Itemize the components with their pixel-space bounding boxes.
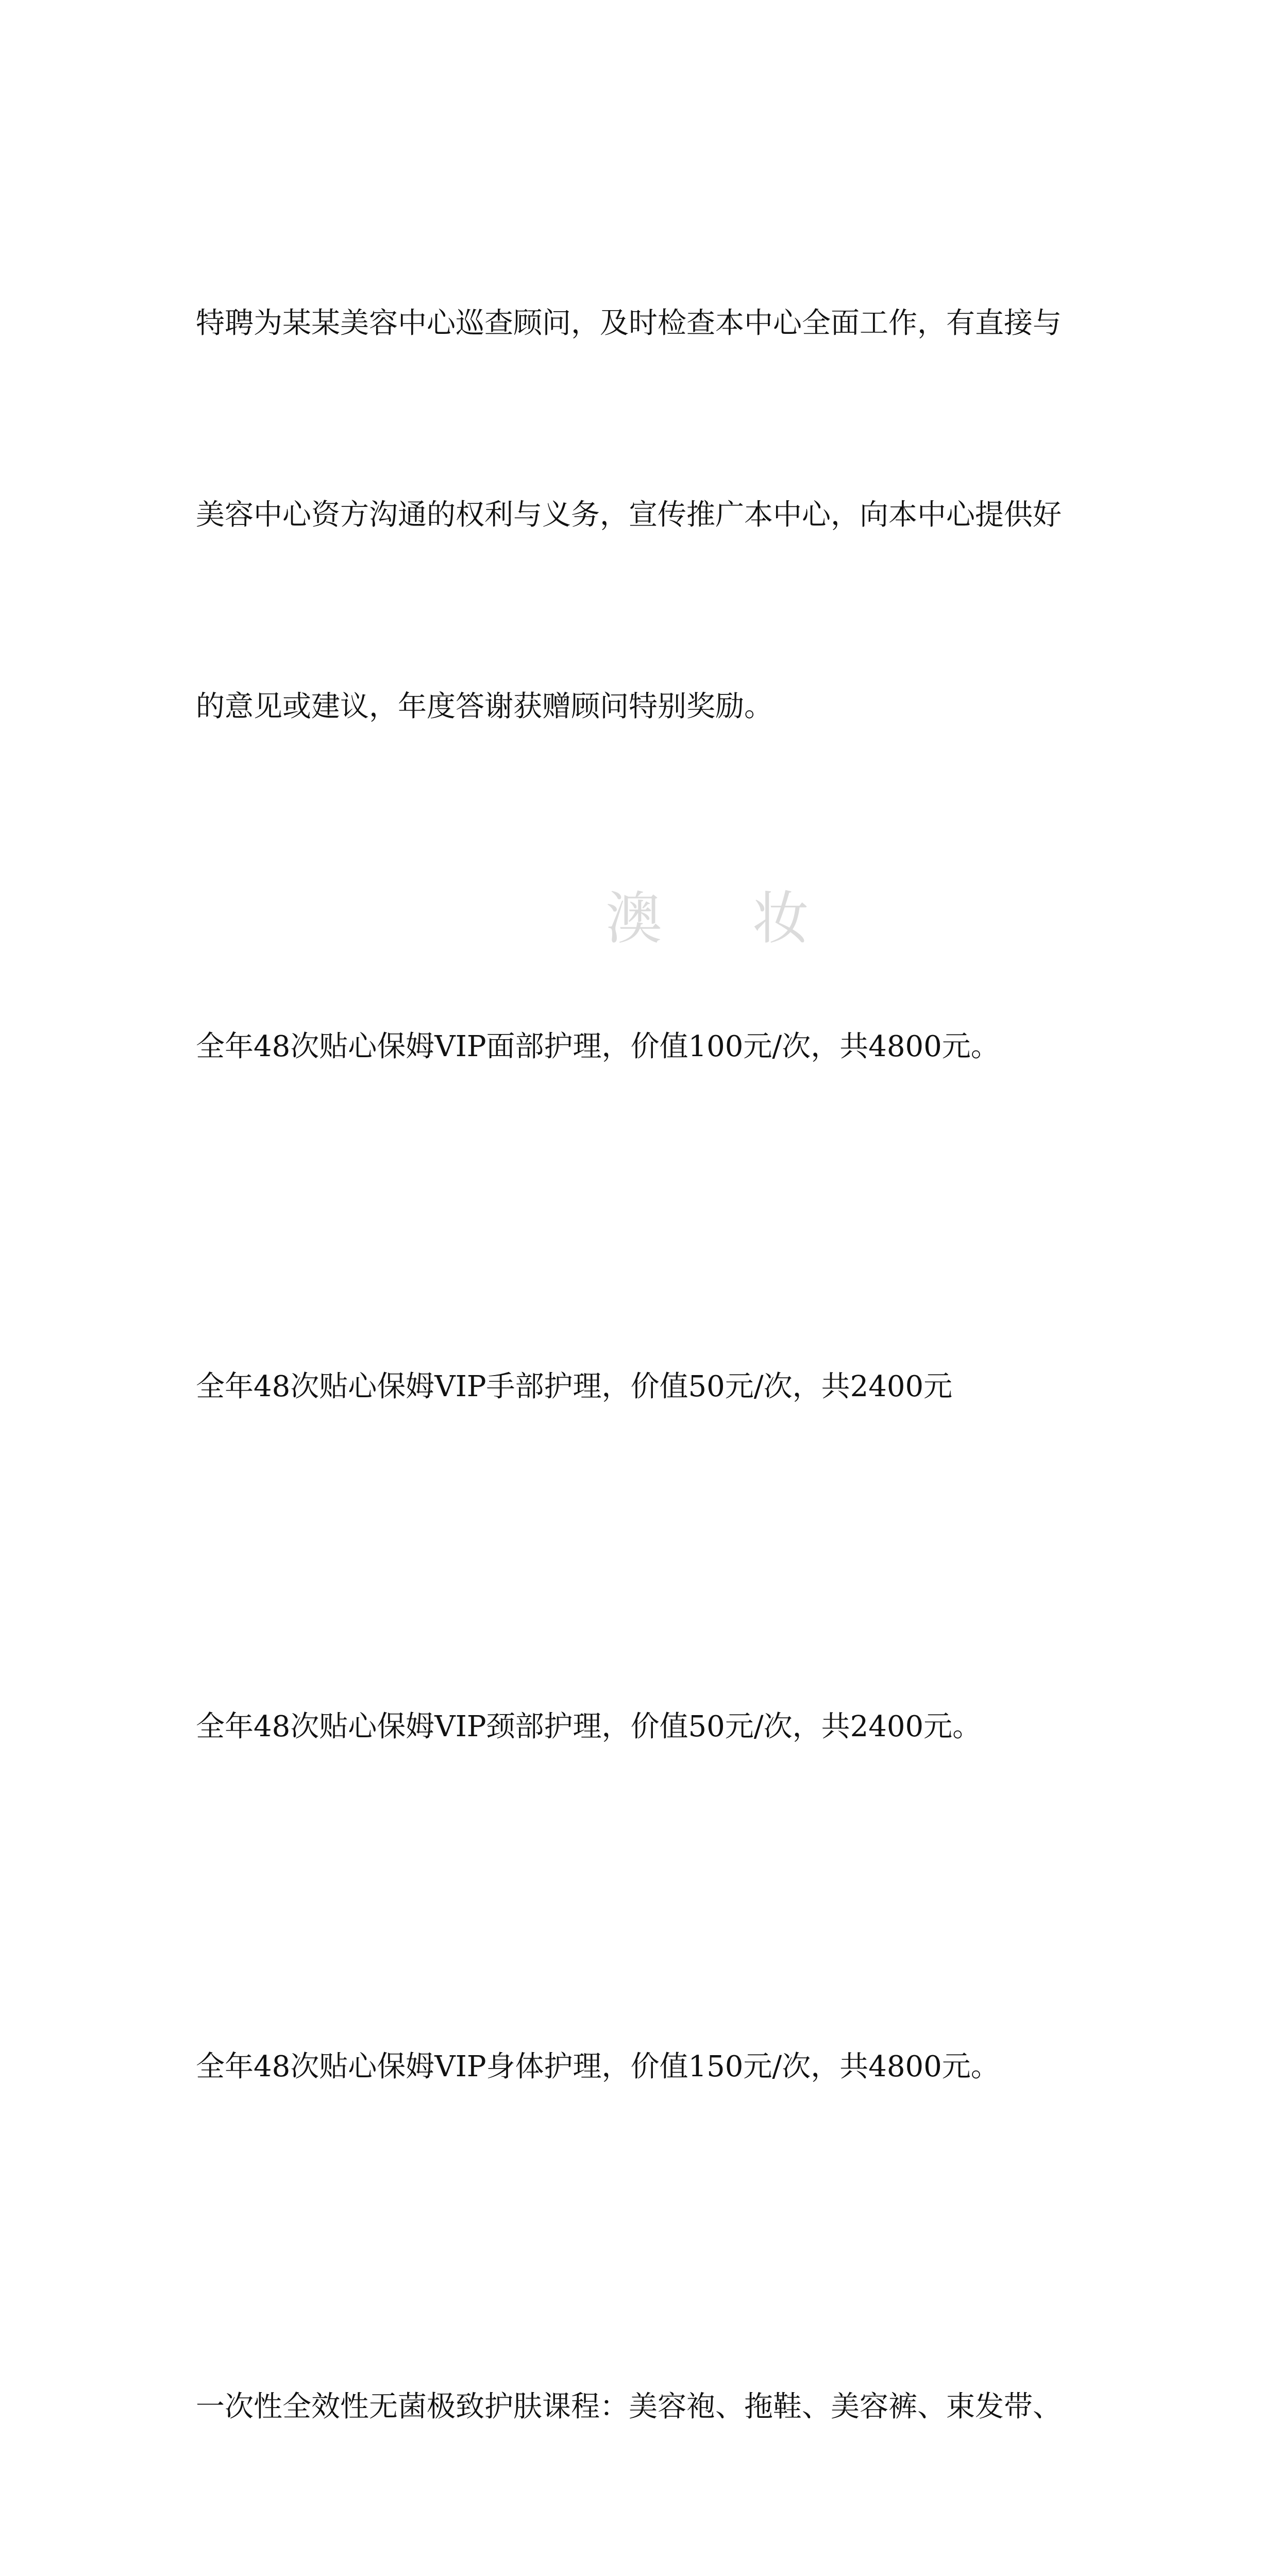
- watermark: 澳 妆: [606, 886, 845, 952]
- text-line: 全年48次贴心保姆VIP身体护理，价值150元/次，共4800元。: [196, 2050, 1000, 2083]
- text-line: [196, 2567, 1100, 2576]
- text-line: 全年48次贴心保姆VIP颈部护理，价值50元/次，共2400元。: [196, 1710, 982, 1743]
- text-line: 的意见或建议，年度答谢获赠顾问特别奖励。: [196, 690, 773, 723]
- paragraph-consultant: [196, 164, 1100, 867]
- paragraph-body-care: [196, 1907, 1100, 2227]
- text-line: 全年48次贴心保姆VIP手部护理，价值50元/次，共2400元: [196, 1370, 953, 1403]
- text-line: 一次性全效性无菌极致护肤课程：美容袍、拖鞋、美容裤、束发带、: [196, 2390, 1062, 2424]
- text-line: 特聘为某某美容中心巡查顾问，及时检查本中心全面工作，有直接与: [196, 307, 1062, 340]
- text-line: 美容中心资方沟通的权利与义务，宣传推广本中心，向本中心提供好: [196, 498, 1062, 532]
- paragraph-hand-care: [196, 1227, 1100, 1547]
- paragraph-sterile-course: [196, 2247, 1100, 2576]
- paragraph-neck-care: [196, 1567, 1100, 1887]
- text-line: 全年48次贴心保姆VIP面部护理，价值100元/次，共4800元。: [196, 1030, 1000, 1063]
- paragraph-face-care: [196, 887, 1100, 1207]
- document-body: [196, 164, 1100, 2576]
